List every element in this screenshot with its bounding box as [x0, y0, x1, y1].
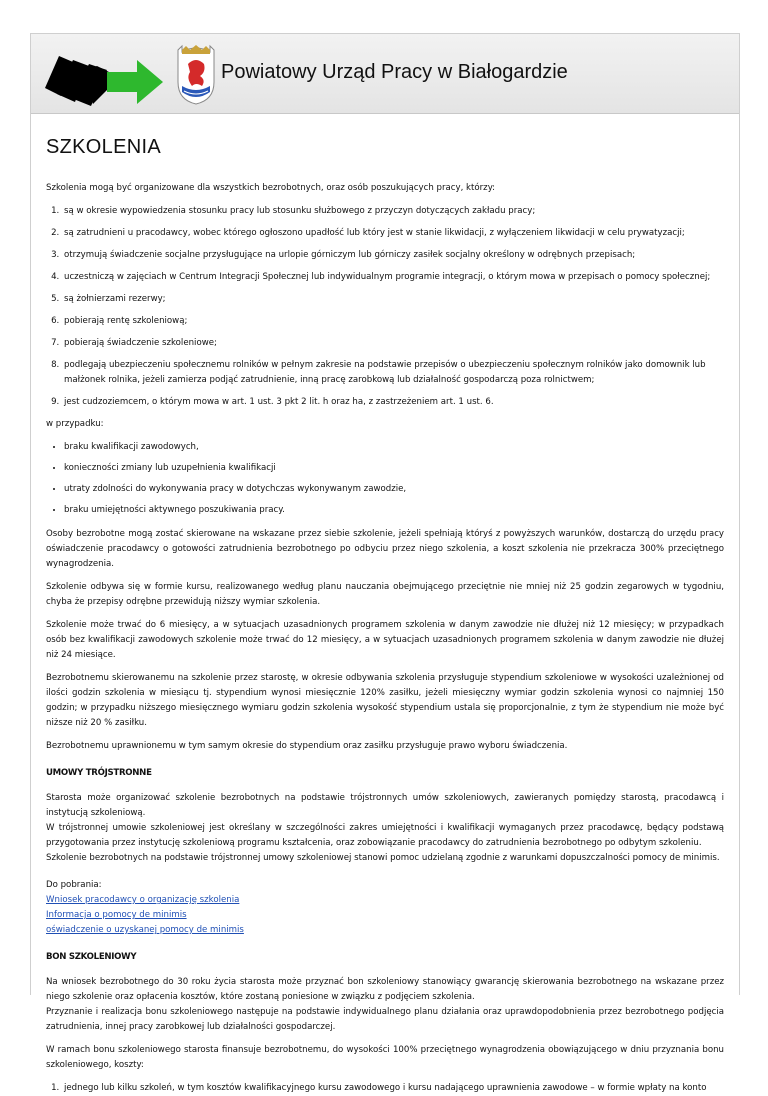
list-item: 8. podlegają ubezpieczeniu społecznemu rolników w pełnym zakresie na podstawie przepisów o ubezpieczeniu społecznym rolników jako domownik lub małżonek rolnika, jeżeli zamierza podjąć zatrudnienie, inną pracę zarobkową lub działalność gospodarczą poza rolnictwem;	[62, 358, 724, 388]
tripartite-line-2: W trójstronnej umowie szkoleniowej jest określany w szczególności zakres umiejętności i kwalifikacji wymaganych przez pracodawcę, będący podstawą przygotowania przez instytucję szkoleniową programu kształcenia, oraz zobowiązanie pracodawcy do zatrudnienia bezrobotnego po odbytym szkoleniu.	[46, 823, 724, 848]
section-heading-voucher: BON SZKOLENIOWY	[46, 952, 137, 962]
list-item: 7. pobierają świadczenie szkoleniowe;	[62, 336, 724, 351]
list-item: 6. pobierają rentę szkoleniową;	[62, 314, 724, 329]
main-content	[31, 136, 739, 1096]
voucher-costs-list	[46, 1081, 724, 1096]
voucher-costs-intro: W ramach bonu szkoleniowego starosta finansuje bezrobotnemu, do wysokości 100% przeciętnego wynagrodzenia obowiązującego w dniu przyznania bonu szkoleniowego, koszty:	[46, 1045, 724, 1070]
folders-arrow-logo-icon	[37, 46, 167, 108]
list-item: • utraty zdolności do wykonywania pracy w dotychczas wykonywanym zawodzie,	[64, 482, 724, 497]
conditions-list	[46, 204, 724, 410]
site-title: Powiatowy Urząd Pracy w Białogardzie	[221, 61, 568, 83]
list-item: 9. jest cudzoziemcem, o którym mowa w art. 1 ust. 3 pkt 2 lit. h oraz ha, z zastrzeżeniem art. 1 ust. 6.	[62, 395, 724, 410]
downloads-block	[46, 878, 724, 938]
list-item: • braku kwalifikacji zawodowych,	[64, 440, 724, 455]
list-item: 4. uczestniczą w zajęciach w Centrum Integracji Społecznej lub indywidualnym programie integracji, o którym mowa w przepisach o pomocy społecznej;	[62, 270, 724, 285]
download-link-de-minimis-statement[interactable]: oświadczenie o uzyskanej pomocy de minimis	[46, 925, 244, 935]
voucher-text	[46, 975, 724, 1035]
voucher-line-2: Przyznanie i realizacja bonu szkoleniowego następuje na podstawie indywidualnego planu działania oraz uprawdopodobnienia przez bezrobotnego podjęcia zatrudnienia, innej pracy zarobkowej lub działalności gospodarczej.	[46, 1007, 724, 1032]
list-item: • konieczności zmiany lub uzupełnienia kwalifikacji	[64, 461, 724, 476]
download-link-de-minimis-info[interactable]: Informacja o pomocy de minimis	[46, 910, 187, 920]
download-link-employer-application[interactable]: Wniosek pracodawcy o organizację szkolenia	[46, 895, 240, 905]
list-item: 1. są w okresie wypowiedzenia stosunku pracy lub stosunku służbowego z przyczyn dotyczących zakładu pracy;	[62, 204, 724, 219]
list-item: 1. jednego lub kilku szkoleń, w tym kosztów kwalifikacyjnego kursu zawodowego i kursu nadającego uprawnienia zawodowe – w formie wpłaty na konto	[62, 1081, 724, 1096]
tripartite-text	[46, 791, 724, 866]
paragraph-duration: Szkolenie może trwać do 6 miesięcy, a w sytuacjach uzasadnionych programem szkolenia w danym zawodzie nie dłużej niż 12 miesięcy; w przypadkach osób bez kwalifikacji zawodowych szkolenie może trwać do 12 miesięcy, a w sytuacjach uzasadnionych programem szkolenia w danym zawodzie nie dłużej niż 24 miesiące.	[46, 620, 724, 660]
cases-list	[46, 440, 724, 518]
site-header	[31, 34, 739, 114]
paragraph-stipend: Bezrobotnemu skierowanemu na szkolenie przez starostę, w okresie odbywania szkolenia przysługuje stypendium szkoleniowe w wysokości uzależnionej od ilości godzin szkolenia w miesiącu tj. stypendium wynosi miesięcznie 120% zasiłku, jeżeli miesięczny wymiar godzin szkolenia wynosi co najmniej 150 godzin; w przypadku niższego miesięcznego wymiaru godzin szkolenia wysokość stypendium ustala się proporcjonalnie, z tym że stypendium nie może być niższe niż 20 % zasiłku.	[46, 673, 724, 728]
list-item: 5. są żołnierzami rezerwy;	[62, 292, 724, 307]
tripartite-line-1: Starosta może organizować szkolenie bezrobotnych na podstawie trójstronnych umów szkoleniowych, zawieranych pomiędzy starostą, pracodawcą i instytucją szkoleniową.	[46, 793, 724, 818]
list-item: 2. są zatrudnieni u pracodawcy, wobec którego ogłoszono upadłość lub który jest w stanie likwidacji, z wyłączeniem likwidacji w celu prywatyzacji;	[62, 226, 724, 241]
voucher-line-1: Na wniosek bezrobotnego do 30 roku życia starosta może przyznać bon szkoleniowy stanowiący gwarancję skierowania bezrobotnego na wskazane przez niego szkolenie oraz opłacenia kosztów, które zostaną poniesione w związku z podjęciem szkolenia.	[46, 977, 724, 1002]
page-title: SZKOLENIA	[46, 136, 161, 158]
list-item: • braku umiejętności aktywnego poszukiwania pracy.	[64, 503, 724, 518]
list-item: 3. otrzymują świadczenie socjalne przysługujące na urlopie górniczym lub górniczy zasiłek socjalny określony w odrębnych przepisach;	[62, 248, 724, 263]
tripartite-line-3: Szkolenie bezrobotnych na podstawie trójstronnej umowy szkoleniowej stanowi pomoc udzielaną zgodnie z warunkami dopuszczalności pomocy de minimis.	[46, 853, 720, 863]
paragraph-employer-statement: Osoby bezrobotne mogą zostać skierowane na wskazane przez siebie szkolenie, jeżeli spełniają któryś z powyższych warunków, dostarczą do urzędu pracy oświadczenie pracodawcy o gotowości zatrudnienia bezrobotnego po odbyciu przez niego szkolenia, a koszt szkolenia nie przekracza 300% przeciętnego wynagrodzenia.	[46, 529, 724, 569]
intro-text: Szkolenia mogą być organizowane dla wszystkich bezrobotnych, oraz osób poszukujących pracy, którzy:	[46, 183, 496, 193]
paragraph-choice: Bezrobotnemu uprawnionemu w tym samym okresie do stypendium oraz zasiłku przysługuje prawo wyboru świadczenia.	[46, 741, 568, 751]
paragraph-course-hours: Szkolenie odbywa się w formie kursu, realizowanego według planu nauczania obejmującego przeciętnie nie mniej niż 25 godzin zegarowych w tygodniu, chyba że przepisy odrębne przewidują niższy wymiar szkolenia.	[46, 582, 724, 607]
in-case-label: w przypadku:	[46, 419, 104, 429]
downloads-label: Do pobrania:	[46, 880, 102, 890]
page-frame	[30, 33, 740, 1093]
section-heading-tripartite: UMOWY TRÓJSTRONNE	[46, 768, 152, 778]
coat-of-arms-icon	[176, 42, 216, 106]
